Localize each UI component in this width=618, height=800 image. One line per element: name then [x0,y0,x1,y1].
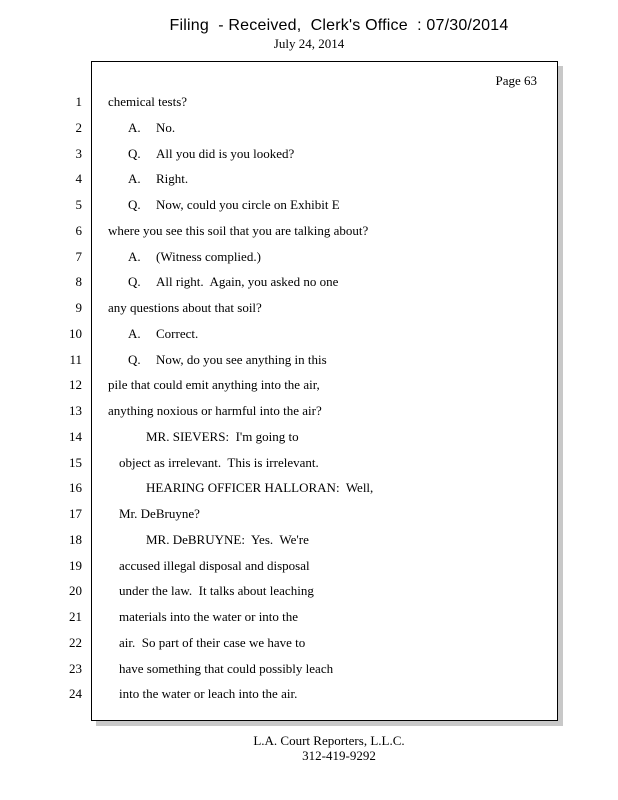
line-number: 3 [75,145,82,161]
transcript-line [0,223,560,243]
line-number: 4 [75,171,82,187]
transcript-line [0,635,560,655]
line-number: 18 [69,531,82,547]
line-number: 10 [69,325,82,341]
line-number: 8 [75,274,82,290]
line-number: 24 [69,686,82,702]
speaker-marker: Q. [128,197,141,212]
line-number: 7 [75,248,82,264]
line-number: 16 [69,480,82,496]
transcript-line [0,326,560,346]
transcript-line [0,455,560,475]
transcript-line [0,171,560,191]
transcript-line [0,480,560,500]
line-text: All right. Again, you asked no one [156,274,339,290]
transcript-line [0,352,560,372]
line-number: 14 [69,428,82,444]
line-text: chemical tests? [108,94,188,109]
transcript-line [0,558,560,578]
line-number: 19 [69,557,82,573]
transcript-date: July 24, 2014 [273,36,345,51]
line-text: any questions about that soil? [108,300,262,315]
transcript-line [0,583,560,603]
transcript-line [0,300,560,320]
line-text: Mr. DeBruyne? [119,506,200,521]
line-text: All you did is you looked? [156,145,295,161]
line-number: 5 [75,197,82,212]
footer-company: L.A. Court Reporters, L.L.C. [253,733,405,748]
line-number: 22 [69,634,82,650]
speaker-marker: A. [128,248,141,264]
transcript-line [0,506,560,526]
line-text: materials into the water or into the [119,609,299,624]
line-text: accused illegal disposal and disposal [119,557,310,573]
transcript-line [0,94,560,114]
line-number: 9 [75,300,82,315]
line-number: 20 [69,583,82,599]
line-number: 2 [75,119,82,135]
line-text: pile that could emit anything into the air, [108,377,320,393]
line-text: under the law. It talks about leaching [119,583,314,599]
transcript-line [0,609,560,629]
line-text: air. So part of their case we have to [119,634,306,650]
transcript-line [0,274,560,294]
speaker-marker: Q. [128,145,141,161]
transcript-line [0,403,560,423]
line-number: 1 [75,94,82,109]
speaker-marker: A. [128,171,141,187]
transcript-line [0,249,560,269]
line-number: 12 [69,377,82,393]
transcript-line [0,429,560,449]
filing-stamp: Filing - Received, Clerk's Office : 07/30/2014 [169,17,509,34]
transcript-line [0,686,560,706]
line-text: HEARING OFFICER HALLORAN: Well, [146,480,374,496]
line-number: 17 [69,506,82,521]
line-text: Right. [156,171,189,187]
line-number: 13 [69,403,82,418]
line-text: MR. SIEVERS: I'm going to [146,428,299,444]
line-text: anything noxious or harmful into the air? [108,403,322,418]
line-number: 21 [69,609,82,624]
speaker-marker: A. [128,325,141,341]
line-text: Now, could you circle on Exhibit E [156,197,340,212]
line-text: (Witness complied.) [156,248,261,264]
line-number: 23 [69,660,82,676]
transcript-line [0,197,560,217]
line-text: Correct. [156,325,199,341]
line-text: object as irrelevant. This is irrelevant. [119,454,319,470]
line-number: 6 [75,222,82,238]
line-number: 11 [69,351,82,367]
speaker-marker: A. [128,119,141,135]
transcript-line [0,146,560,166]
line-text: have something that could possibly leach [119,660,334,676]
speaker-marker: Q. [128,351,141,367]
footer-phone: 312-419-9292 [302,748,376,763]
line-number: 15 [69,454,82,470]
speaker-marker: Q. [128,274,141,290]
line-text: No. [156,119,176,135]
line-text: into the water or leach into the air. [119,686,298,702]
page-number-label: Page 63 [495,73,537,88]
transcript-line [0,532,560,552]
line-text: Now, do you see anything in this [156,351,327,367]
line-text: MR. DeBRUYNE: Yes. We're [146,531,309,547]
transcript-line [0,661,560,681]
line-text: where you see this soil that you are talking about? [108,222,369,238]
transcript-line [0,120,560,140]
transcript-line [0,377,560,397]
